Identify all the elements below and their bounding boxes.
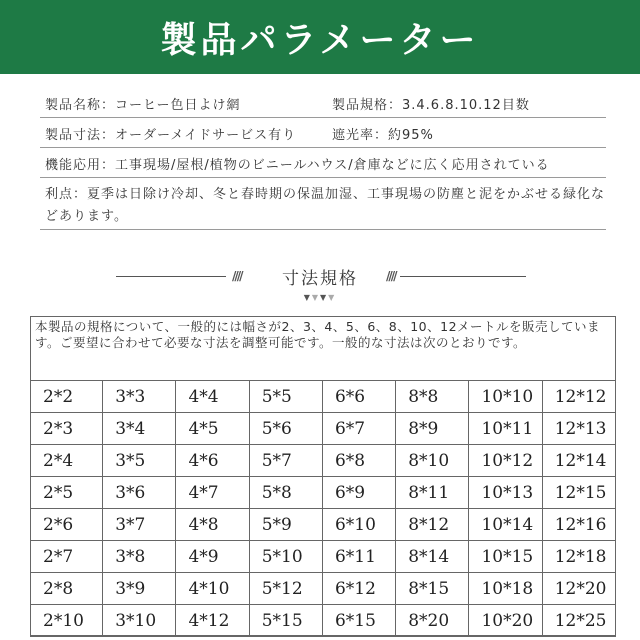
size-cell: 2*6 (31, 509, 103, 541)
size-cell: 4*5 (176, 413, 249, 445)
size-cell: 6*12 (322, 573, 395, 605)
size-cell: 10*20 (469, 605, 542, 637)
table-row (31, 381, 616, 413)
spec-product-name: 製品名称：コーヒー色日よけ網 (45, 98, 241, 113)
size-cell: 6*9 (322, 477, 395, 509)
table-row (31, 541, 616, 573)
size-cell: 5*15 (249, 605, 322, 637)
size-cell: 8*10 (396, 445, 469, 477)
spec-application: 機能応用：工事現場/屋根/植物のビニールハウス/倉庫などに広く応用されている (45, 158, 550, 173)
size-cell: 3*10 (103, 605, 176, 637)
size-cell: 10*13 (469, 477, 542, 509)
size-cell: 4*6 (176, 445, 249, 477)
size-cell: 12*15 (542, 477, 615, 509)
size-cell: 4*7 (176, 477, 249, 509)
size-cell: 8*8 (396, 381, 469, 413)
slash-decoration: //// (232, 269, 242, 283)
size-cell: 8*11 (396, 477, 469, 509)
triangle-arrows-icon: ▼▼▼▼ (303, 293, 337, 302)
size-cell: 4*10 (176, 573, 249, 605)
size-cell: 4*8 (176, 509, 249, 541)
size-cell: 12*14 (542, 445, 615, 477)
table-row (31, 509, 616, 541)
slash-decoration: //// (386, 269, 396, 283)
size-cell: 3*5 (103, 445, 176, 477)
size-cell: 6*15 (322, 605, 395, 637)
size-cell: 5*5 (249, 381, 322, 413)
size-cell: 10*12 (469, 445, 542, 477)
size-cell: 10*18 (469, 573, 542, 605)
spec-product-size: 製品寸法：オーダーメイドサービス有り (45, 128, 297, 143)
table-row (31, 445, 616, 477)
divider-line (400, 276, 526, 277)
size-cell: 12*16 (542, 509, 615, 541)
size-cell: 6*8 (322, 445, 395, 477)
size-cell: 6*11 (322, 541, 395, 573)
size-cell: 8*15 (396, 573, 469, 605)
size-cell: 2*8 (31, 573, 103, 605)
size-cell: 6*10 (322, 509, 395, 541)
size-cell: 10*10 (469, 381, 542, 413)
size-cell: 8*20 (396, 605, 469, 637)
banner-title: 製品パラメーター (160, 19, 480, 61)
size-cell: 2*2 (31, 381, 103, 413)
size-cell: 10*14 (469, 509, 542, 541)
spec-row (40, 148, 606, 178)
size-cell: 6*7 (322, 413, 395, 445)
spec-product-spec: 製品規格：3.4.6.8.10.12目数 (332, 98, 530, 113)
spec-row (40, 88, 606, 118)
table-row (31, 413, 616, 445)
spec-shade-rate: 遮光率：約95% (332, 128, 434, 143)
size-section-header (0, 262, 640, 292)
size-cell: 2*7 (31, 541, 103, 573)
size-cell: 4*9 (176, 541, 249, 573)
size-cell: 3*3 (103, 381, 176, 413)
size-cell: 2*4 (31, 445, 103, 477)
size-cell: 8*12 (396, 509, 469, 541)
size-cell: 3*4 (103, 413, 176, 445)
size-cell: 4*12 (176, 605, 249, 637)
size-cell: 5*10 (249, 541, 322, 573)
size-cell: 12*18 (542, 541, 615, 573)
spec-list (40, 88, 606, 230)
table-row (31, 477, 616, 509)
spec-row (40, 178, 606, 230)
size-cell: 2*5 (31, 477, 103, 509)
spec-row (40, 118, 606, 148)
title-banner (0, 0, 640, 74)
size-section-title: 寸法規格 (282, 269, 358, 289)
size-cell: 10*11 (469, 413, 542, 445)
size-cell: 3*8 (103, 541, 176, 573)
size-cell: 12*20 (542, 573, 615, 605)
table-row (31, 573, 616, 605)
size-cell: 8*9 (396, 413, 469, 445)
size-cell: 4*4 (176, 381, 249, 413)
size-cell: 5*6 (249, 413, 322, 445)
size-cell: 5*12 (249, 573, 322, 605)
size-cell: 2*3 (31, 413, 103, 445)
size-table (30, 380, 616, 637)
size-cell: 12*12 (542, 381, 615, 413)
size-cell: 3*6 (103, 477, 176, 509)
size-intro-text: 本製品の規格について、一般的には幅さが2、3、4、5、6、8、10、12メートルを販売しています。ご要望に合わせて必要な寸法を調整可能です。一般的な寸法は次のとおりです。 (35, 319, 601, 350)
size-cell: 5*8 (249, 477, 322, 509)
size-cell: 5*7 (249, 445, 322, 477)
spec-benefit: 利点：夏季は日除け冷却、冬と春時期の保温加湿、工事現場の防塵と泥をかぶせる緑化などあります。 (45, 187, 606, 224)
size-cell: 3*7 (103, 509, 176, 541)
size-cell: 8*14 (396, 541, 469, 573)
table-row (31, 605, 616, 637)
size-cell: 12*25 (542, 605, 615, 637)
size-table-box (30, 316, 616, 636)
size-cell: 5*9 (249, 509, 322, 541)
size-cell: 2*10 (31, 605, 103, 637)
size-cell: 6*6 (322, 381, 395, 413)
size-cell: 10*15 (469, 541, 542, 573)
size-cell: 3*9 (103, 573, 176, 605)
size-cell: 12*13 (542, 413, 615, 445)
